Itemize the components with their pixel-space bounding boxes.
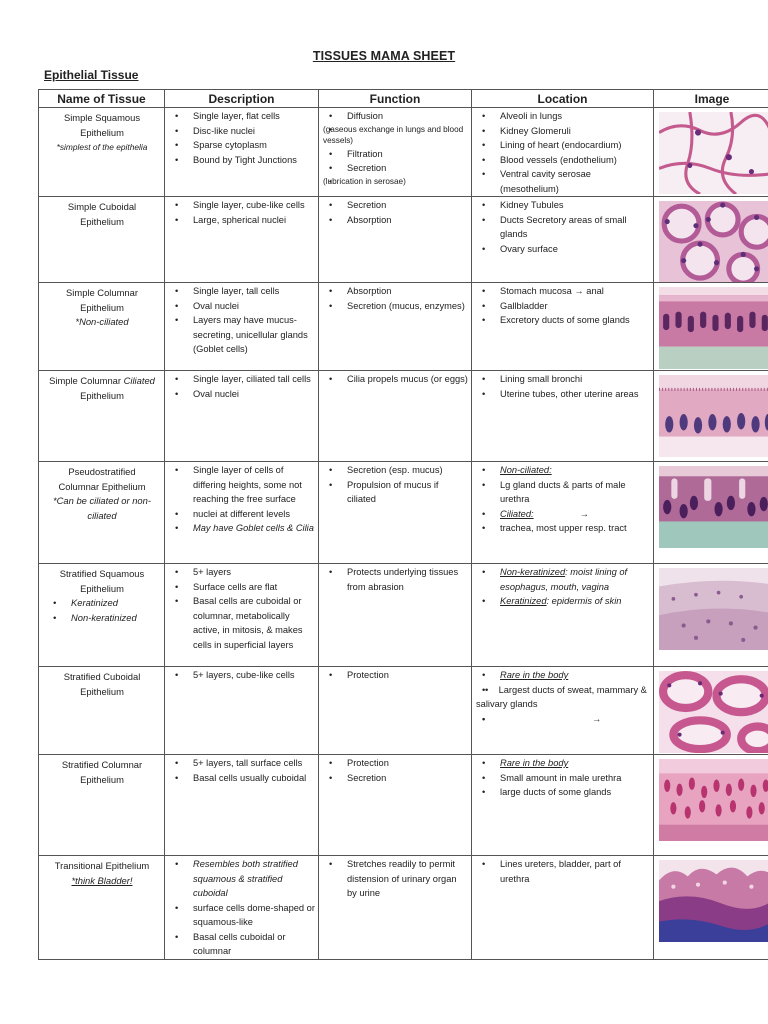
list-item: • Secretion (mucus, enzymes) <box>323 299 468 314</box>
tissue-name: Simple Cuboidal <box>67 201 137 212</box>
stratified-columnar-micrograph <box>659 759 768 841</box>
function-cell <box>319 564 472 667</box>
pseudostratified-micrograph <box>659 466 768 548</box>
table-row <box>39 856 768 960</box>
tissue-name: Transitional Epithelium <box>54 860 150 871</box>
tissue-name: Epithelium <box>80 685 124 697</box>
function-cell <box>319 856 472 960</box>
list-item: • Kidney Glomeruli <box>476 124 650 139</box>
table-row <box>39 667 768 755</box>
header-function: Function <box>319 90 472 108</box>
list-item: • Non-ciliated: <box>476 463 650 478</box>
tissue-name: Epithelium <box>80 301 124 313</box>
header-image: Image <box>654 90 768 108</box>
table-row <box>39 283 768 371</box>
list-item: • Propulsion of mucus if ciliated <box>323 478 468 507</box>
description-cell <box>165 564 319 667</box>
list-item: • Lining small bronchi <box>476 372 650 387</box>
tissue-name: Stratified Squamous <box>59 568 145 579</box>
list-note: • (lubrication in serosae) <box>323 176 468 188</box>
function-cell <box>319 371 472 462</box>
tissue-name-cell <box>39 667 165 755</box>
list-item: • Secretion (esp. mucus) <box>323 463 468 478</box>
list-item: • Single layer, cube-like cells <box>169 198 315 213</box>
list-item: • Ciliated: → <box>476 507 650 522</box>
list-item: • surface cells dome-shaped or squamous-like <box>169 901 315 930</box>
subtype-list <box>43 596 161 625</box>
stratified-squamous-micrograph <box>659 568 768 650</box>
simple-squamous-micrograph <box>659 112 768 194</box>
header-location: Location <box>472 90 654 108</box>
list-item: • Disc-like nuclei <box>169 124 315 139</box>
image-cell <box>654 283 768 371</box>
table-row <box>39 755 768 856</box>
table-header-row <box>39 90 768 108</box>
list-item: • Kidney Tubules <box>476 198 650 213</box>
simple-columnar-micrograph <box>659 287 768 369</box>
list-item: • Non-keratinized: moist lining of esophagus, mouth, vagina <box>476 565 650 594</box>
list-item: • Basal cells cuboidal or columnar <box>169 930 315 959</box>
image-cell <box>654 667 768 755</box>
list-item: • Layers may have mucus-secreting, unicellular glands (Goblet cells) <box>169 313 315 357</box>
list-item: • Keratinized <box>47 596 161 611</box>
tissue-name-cell <box>39 856 165 960</box>
tissue-name: Simple Squamous <box>63 112 141 123</box>
tissue-name: Simple Columnar <box>66 287 138 298</box>
list-item: • Secretion <box>323 161 468 176</box>
function-cell <box>319 667 472 755</box>
list-item: • Blood vessels (endothelium) <box>476 153 650 168</box>
description-cell <box>165 197 319 283</box>
list-item: • Oval nuclei <box>169 299 315 314</box>
tissue-name-cell <box>39 755 165 856</box>
image-cell <box>654 755 768 856</box>
list-item: • Resembles both stratified squamous & stratified cuboidal <box>169 857 315 901</box>
section-heading: Epithelial Tissue <box>44 68 139 82</box>
list-item: • Large, spherical nuclei <box>169 213 315 228</box>
tissue-name: Stratified Cuboidal <box>63 671 141 682</box>
list-item: • Cilia propels mucus (or eggs) <box>323 372 468 387</box>
tissue-name-cell <box>39 462 165 564</box>
image-cell <box>654 462 768 564</box>
transitional-micrograph <box>659 860 768 942</box>
list-item: • Non-keratinized <box>47 611 161 626</box>
list-note: • Lg gland ducts & parts of male urethra <box>476 478 650 507</box>
table-row <box>39 371 768 462</box>
list-note: • (gaseous exchange in lungs and blood vessels) <box>323 124 468 147</box>
location-cell <box>472 564 654 667</box>
tissue-name-cell <box>39 564 165 667</box>
list-item: • Single layer of cells of differing heights, some not reaching the free surface <box>169 463 315 507</box>
header-description: Description <box>165 90 319 108</box>
list-item: • nuclei at different levels <box>169 507 315 522</box>
location-cell <box>472 283 654 371</box>
image-cell <box>654 108 768 197</box>
list-item: • Bound by Tight Junctions <box>169 153 315 168</box>
stratified-cuboidal-micrograph <box>659 671 768 753</box>
ciliated-columnar-micrograph <box>659 375 768 457</box>
table-row <box>39 462 768 564</box>
location-cell <box>472 755 654 856</box>
description-cell <box>165 856 319 960</box>
list-item: • May have Goblet cells & Cilia <box>169 521 315 536</box>
tissue-name: Epithelium <box>80 215 124 227</box>
list-item: • Alveoli in lungs <box>476 109 650 124</box>
list-item: • 5+ layers, cube-like cells <box>169 668 315 683</box>
image-cell <box>654 564 768 667</box>
list-item: • Absorption <box>323 284 468 299</box>
list-item: • Keratinized: epidermis of skin <box>476 594 650 609</box>
list-item: • Ducts Secretory areas of small glands <box>476 213 650 242</box>
list-item: • 5+ layers, tall surface cells <box>169 756 315 771</box>
list-item: • Gallbladder <box>476 299 650 314</box>
function-cell <box>319 462 472 564</box>
location-cell <box>472 667 654 755</box>
function-cell <box>319 755 472 856</box>
tissue-note: *Non-ciliated <box>75 316 129 327</box>
location-cell <box>472 108 654 197</box>
tissue-name-cell <box>39 108 165 197</box>
list-item: • Single layer, tall cells <box>169 284 315 299</box>
tissue-name: Epithelium <box>80 389 124 401</box>
list-item: • Single layer, flat cells <box>169 109 315 124</box>
tissue-name: Stratified Columnar <box>61 759 143 770</box>
list-item: • large ducts of some glands <box>476 785 650 800</box>
list-item: • Basal cells usually cuboidal <box>169 771 315 786</box>
page-title: TISSUES MAMA SHEET <box>312 49 456 63</box>
location-cell <box>472 371 654 462</box>
image-cell <box>654 197 768 283</box>
list-item: • Stretches readily to permit distension of urinary organ by urine <box>323 857 468 901</box>
list-item: • 5+ layers <box>169 565 315 580</box>
description-cell <box>165 667 319 755</box>
list-item: • Secretion <box>323 198 468 213</box>
list-item: • Oval nuclei <box>169 387 315 402</box>
list-item: • Protection <box>323 668 468 683</box>
tissue-name-cell <box>39 197 165 283</box>
table-row <box>39 197 768 283</box>
tissue-note: *Can be ciliated or non-ciliated <box>53 495 151 521</box>
description-cell <box>165 371 319 462</box>
list-item: • Secretion <box>323 771 468 786</box>
header-name: Name of Tissue <box>39 90 165 108</box>
arrow-icon: → <box>579 508 589 519</box>
tissue-table <box>38 89 768 960</box>
list-item: • Ventral cavity serosae (mesothelium) <box>476 167 650 196</box>
list-item: • Single layer, ciliated tall cells <box>169 372 315 387</box>
list-note: • trachea, most upper resp. tract <box>476 521 650 536</box>
description-cell <box>165 755 319 856</box>
list-item: • Diffusion <box>323 109 468 124</box>
tissue-name: Epithelium <box>80 126 124 138</box>
tissue-note: *simplest of the epithelia <box>56 142 148 152</box>
list-item: • Stomach mucosa → anal <box>476 284 650 299</box>
location-cell <box>472 462 654 564</box>
tissue-name: Columnar Epithelium <box>58 480 146 492</box>
list-item: • Lines ureters, bladder, part of urethra <box>476 857 650 886</box>
table-row <box>39 564 768 667</box>
simple-cuboidal-micrograph <box>659 201 768 283</box>
tissue-name: Pseudostratified <box>68 466 136 477</box>
list-item: • Sparse cytoplasm <box>169 138 315 153</box>
list-item: • Absorption <box>323 213 468 228</box>
list-item: • Small amount in male urethra <box>476 771 650 786</box>
list-item: • Excretory ducts of some glands <box>476 313 650 328</box>
list-item: • Filtration <box>323 147 468 162</box>
function-cell <box>319 283 472 371</box>
tissue-name-cell <box>39 283 165 371</box>
list-item: • Uterine tubes, other uterine areas <box>476 387 650 402</box>
description-cell <box>165 108 319 197</box>
function-cell <box>319 108 472 197</box>
list-item: • Rare in the body <box>476 756 650 771</box>
function-cell <box>319 197 472 283</box>
tissue-name-cell <box>39 371 165 462</box>
list-item: • Rare in the body <box>476 668 650 683</box>
location-cell <box>472 197 654 283</box>
tissue-note: *think Bladder! <box>71 874 133 886</box>
list-item: • Protects underlying tissues from abrasion <box>323 565 468 594</box>
list-item: • Protection <box>323 756 468 771</box>
table-row <box>39 108 768 197</box>
list-item: • • Largest ducts of sweat, mammary & salivary glands <box>476 683 650 712</box>
tissue-name: Epithelium <box>80 582 124 594</box>
list-item: • Surface cells are flat <box>169 580 315 595</box>
description-cell <box>165 462 319 564</box>
list-item: • Basal cells are cuboidal or columnar, metabolically active, in mitosis, & makes cells in superficial layers <box>169 594 315 652</box>
image-cell <box>654 856 768 960</box>
tissue-name: Epithelium <box>80 773 124 785</box>
description-cell <box>165 283 319 371</box>
list-item: • Ovary surface <box>476 242 650 257</box>
location-cell <box>472 856 654 960</box>
list-item: • Lining of heart (endocardium) <box>476 138 650 153</box>
tissue-name: Simple Columnar Ciliated <box>49 375 155 386</box>
arrow-icon: • → <box>476 712 650 727</box>
image-cell <box>654 371 768 462</box>
